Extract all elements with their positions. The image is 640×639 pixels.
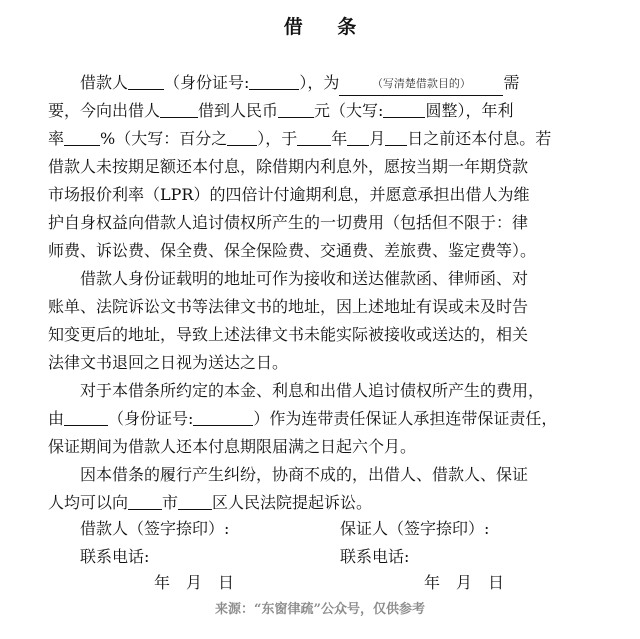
guarantor-id-label: （身份证号:: [108, 409, 194, 428]
purpose-prefix-text: ），为: [299, 73, 340, 92]
borrower-id-blank[interactable]: [249, 73, 299, 90]
annual-rate-text: 圆整），年利: [425, 101, 514, 120]
due-month-blank[interactable]: [347, 129, 369, 146]
guarantor-id-blank[interactable]: [193, 409, 253, 426]
due-day-blank[interactable]: [385, 129, 407, 146]
para3-line3: 保证期间为借款人还本付息期限届满之日起六个月。: [48, 437, 417, 456]
guarantor-phone-label[interactable]: 联系电话:: [340, 547, 410, 566]
city-blank[interactable]: [128, 493, 162, 510]
rate-text: 率: [48, 129, 65, 148]
para2-line4: 法律文书退回之日视为送达之日。: [48, 353, 289, 372]
court-suffix-text: 区人民法院提起诉讼。: [212, 493, 373, 512]
document-title: 借 条: [283, 16, 371, 38]
borrower-text: 借款人: [80, 73, 129, 92]
guarantor-liability-text: ）作为连带责任保证人承担连带保证责任，: [253, 409, 558, 428]
borrower-name-blank[interactable]: [128, 73, 164, 90]
para2-line2: 账单、法院诉讼文书等法律文书的地址，因上述地址有误或未及时告: [48, 297, 529, 316]
borrower-phone-label[interactable]: 联系电话:: [80, 547, 150, 566]
guarantor-name-blank[interactable]: [64, 409, 108, 426]
para4-line2: [48, 492, 608, 514]
district-blank[interactable]: [178, 493, 212, 510]
rate-capital-label: %（大写：百分之: [100, 129, 228, 148]
due-prefix-text: ），于: [257, 129, 298, 148]
rate-blank[interactable]: [64, 129, 100, 146]
amount-blank[interactable]: [278, 101, 314, 118]
guarantor-date-label[interactable]: 年 月 日: [424, 573, 505, 592]
lender-name-blank[interactable]: [160, 101, 198, 118]
para2-line1: 借款人身份证载明的地址可作为接收和送达催款函、律师函、对: [80, 269, 529, 288]
para3-line1: 对于本借条所约定的本金、利息和出借人追讨债权所产生的费用，: [80, 381, 545, 400]
lender-prefix-text: 要，今向出借人: [48, 101, 161, 120]
para1-line1: [80, 72, 608, 96]
by-text: 由: [48, 409, 65, 428]
year-text: 年: [331, 129, 348, 148]
rmb-text: 借到人民币: [198, 101, 279, 120]
para1-line5: 市场报价利率（LPR）的四倍计付逾期利息，并愿意承担出借人为维: [48, 185, 530, 204]
para1-line4: 借款人未按期足额还本付息，除借期内利息外，愿按当期一年期贷款: [48, 157, 529, 176]
para3-line2: [48, 408, 608, 430]
id-label-text: （身份证号:: [164, 73, 250, 92]
para4-line1: 因本借条的履行产生纠纷，协商不成的，出借人、借款人、保证: [80, 465, 529, 484]
para2-line3: 知变更后的地址，导致上述法律文书未能实际被接收或送达的，相关: [48, 325, 529, 344]
rate-capital-blank[interactable]: [227, 129, 257, 146]
borrower-signature-label[interactable]: 借款人（签字捺印）:: [80, 519, 230, 538]
para1-line7: 师费、诉讼费、保全费、保全保险费、交通费、差旅费、鉴定费等）。: [48, 241, 537, 260]
city-text: 市: [162, 493, 179, 512]
source-watermark: 来源：“东窗律疏”公众号，仅供参考: [215, 602, 425, 617]
para1-line6: 护自身权益向借款人追讨债权所产生的一切费用（包括但不限于：律: [48, 213, 529, 232]
due-year-blank[interactable]: [297, 129, 331, 146]
need-text: 需: [503, 73, 520, 92]
repay-text: 日之前还本付息。若: [407, 129, 552, 148]
borrower-date-label[interactable]: 年 月 日: [154, 573, 235, 592]
loan-purpose-hint[interactable]: （写清楚借款目的）: [339, 73, 503, 96]
amount-capital-blank[interactable]: [383, 101, 425, 118]
month-text: 月: [369, 129, 386, 148]
amount-capital-label: 元（大写:: [314, 101, 384, 120]
para1-line3: [48, 128, 608, 150]
para1-line2: [48, 100, 608, 122]
guarantor-signature-label[interactable]: 保证人（签字捺印）:: [340, 519, 490, 538]
court-prefix-text: 人均可以向: [48, 493, 129, 512]
